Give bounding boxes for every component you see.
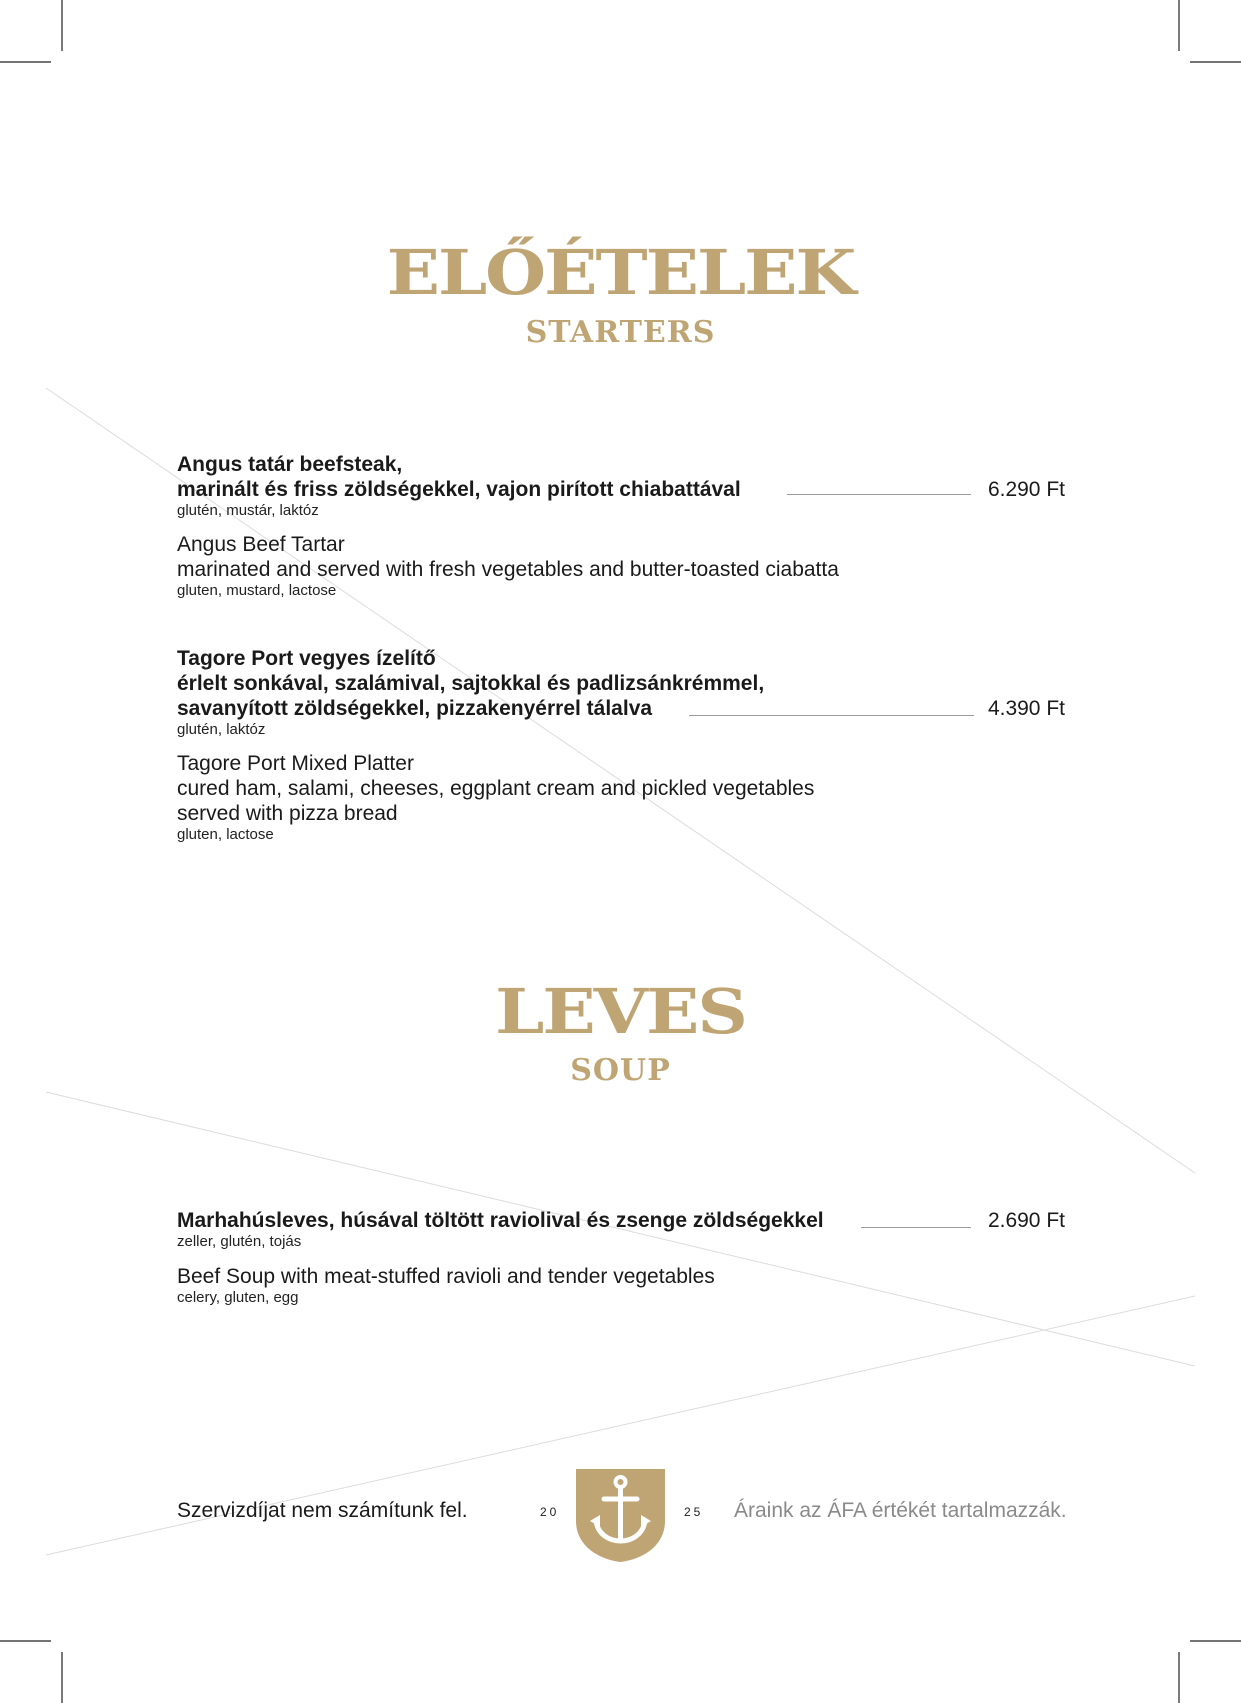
menu-item-beef-soup xyxy=(177,1208,824,1307)
section-title-starters-hu: ELŐÉTELEK xyxy=(386,236,855,310)
item-allergens-en: gluten, lactose xyxy=(177,826,274,843)
footer-vat-note: Áraink az ÁFA értékét tartalmazzák. xyxy=(734,1499,1067,1522)
year-right: 25 xyxy=(684,1505,704,1519)
section-title-soup-hu: LEVES xyxy=(495,975,746,1049)
item-allergens-en: celery, gluten, egg xyxy=(177,1289,299,1306)
item-title-en-line: served with pizza bread xyxy=(177,802,398,825)
item-title-en-line: Beef Soup with meat-stuffed ravioli and tender vegetables xyxy=(177,1265,715,1288)
item-price: 4.390 Ft xyxy=(987,697,1065,720)
item-allergens-hu: glutén, mustár, laktóz xyxy=(177,502,319,519)
item-allergens-hu: glutén, laktóz xyxy=(177,721,266,738)
menu-item-mixed-platter xyxy=(177,646,814,844)
item-price: 2.690 Ft xyxy=(987,1209,1065,1232)
item-allergens-en: gluten, mustard, lactose xyxy=(177,582,337,599)
item-title-hu-line: érlelt sonkával, szalámival, sajtokkal és padlizsánkrémmel, xyxy=(177,672,765,695)
year-left: 20 xyxy=(540,1505,560,1519)
item-title-hu-line: Angus tatár beefsteak, xyxy=(177,453,403,476)
item-title-hu-line: marinált és friss zöldségekkel, vajon pirított chiabattával xyxy=(177,478,741,501)
menu-item-angus-tartar xyxy=(177,452,839,600)
price-leader-line xyxy=(787,494,971,495)
item-title-en-line: Tagore Port Mixed Platter xyxy=(177,752,414,775)
section-title-starters-en: STARTERS xyxy=(525,315,716,350)
price-leader-line xyxy=(689,715,974,716)
item-title-en-line: cured ham, salami, cheeses, eggplant cream and pickled vegetables xyxy=(177,777,815,800)
item-price: 6.290 Ft xyxy=(987,478,1065,501)
item-title-hu-line: Tagore Port vegyes ízelítő xyxy=(177,647,436,670)
price-leader-line xyxy=(861,1227,971,1228)
section-title-soup-en: SOUP xyxy=(570,1053,671,1088)
anchor-shield-icon xyxy=(576,1469,665,1562)
item-title-en-line: Angus Beef Tartar xyxy=(177,533,345,556)
item-title-hu-line: savanyított zöldségekkel, pizzakenyérrel tálalva xyxy=(177,697,653,720)
item-title-hu-line: Marhahúsleves, húsával töltött raviolival és zsenge zöldségekkel xyxy=(177,1209,824,1232)
item-allergens-hu: zeller, glutén, tojás xyxy=(177,1233,302,1250)
footer-service-note: Szervizdíjat nem számítunk fel. xyxy=(177,1499,468,1522)
item-title-en-line: marinated and served with fresh vegetables and butter-toasted ciabatta xyxy=(177,558,839,581)
